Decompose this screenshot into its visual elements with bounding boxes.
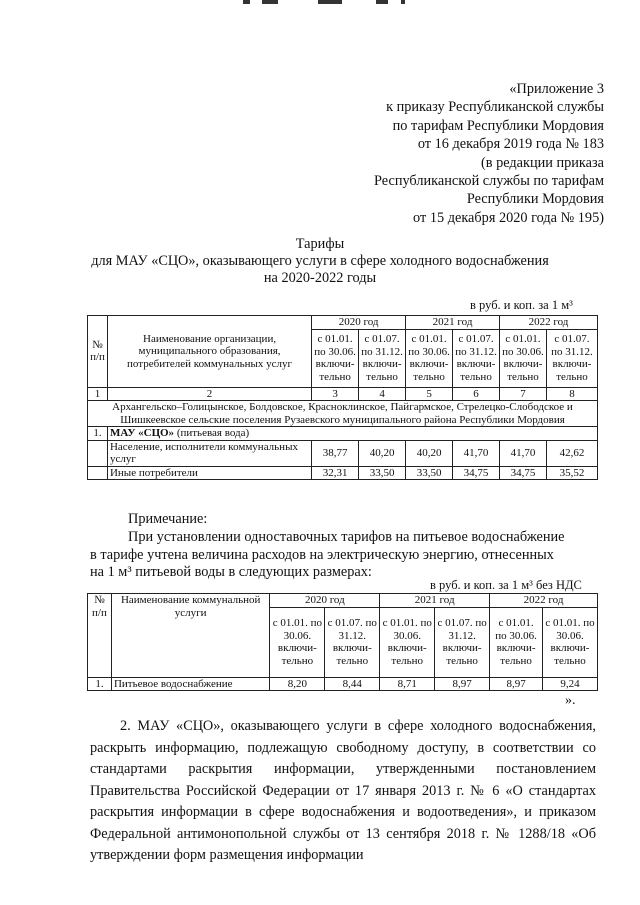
tariff-value: 38,77 [312,440,359,466]
tariff-value: 40,20 [406,440,453,466]
header-year: 2020 год [270,594,380,608]
scan-artifact [376,0,388,4]
tariff-value: 34,75 [453,466,500,480]
header-period: с 01.01. по 30.06. включи-тельно [543,607,598,677]
header-year: 2020 год [312,316,406,330]
header-name: Наименование организации, муниципального образования, потребителей коммунальных услуг [107,316,311,388]
annex-line: от 15 декабря 2020 года № 195) [413,209,604,226]
tariff-value: 41,70 [500,440,547,466]
org-number: 1. [88,427,108,441]
paragraph-2: 2. МАУ «СЦО», оказывающего услуги в сфере холодного водоснабжения, раскрыть информацию, подлежащую свободному доступу, в соответствии со стандартами раскрытия информации, утвержденными постановлением Правительства Российской Федерации от 17 января 2013 г. № 6 «О стандартах раскрытия информации в сфере водоснабжения и водоотведения», и приказом Федеральной антимонопольной службы от 13 сентября 2018 г. № 1288/18 «Об утверждении форм размещения информации [90,718,596,863]
column-number: 7 [500,387,547,401]
header-period: с 01.07. по 31.12. включи-тельно [453,329,500,387]
table2-units: в руб. и коп. за 1 м³ без НДС [430,578,582,592]
scan-artifact [318,0,342,4]
cost-value: 8,20 [270,677,325,691]
column-number: 2 [107,387,311,401]
column-number: 1 [88,387,108,401]
tariff-value: 40,20 [359,440,406,466]
note-text [90,529,600,582]
annex-line: от 16 декабря 2019 года № 183 [417,136,604,153]
header-period: с 01.01. по 30.06. включи-тельно [270,607,325,677]
header-period: с 01.07. по 31.12. включи-тельно [435,607,490,677]
tariff-value: 35,52 [546,466,597,480]
header-period: с 01.01. по 30.06. включи-тельно [500,329,547,387]
column-number: 3 [312,387,359,401]
header-period: с 01.01. по 30.06. включи-тельно [490,607,543,677]
cost-value: 8,71 [380,677,435,691]
header-period: с 01.01. по 30.06. включи-тельно [406,329,453,387]
org-service: (питьевая вода) [174,427,250,439]
scan-artifact [262,0,278,4]
header-year: 2021 год [380,594,490,608]
annex-header [374,80,604,227]
cost-value: 8,97 [435,677,490,691]
annex-line: Республиканской службы по тарифам [374,173,604,190]
column-number: 4 [359,387,406,401]
header-period: с 01.07. по 31.12. включи-тельно [325,607,380,677]
header-name: Наименование коммунальной услуги [111,594,269,678]
header-year: 2022 год [500,316,598,330]
column-number: 8 [546,387,597,401]
title-line: на 2020-2022 годы [263,270,377,286]
note-line: При установлении одноставочных тарифов на питьевое водоснабжение [128,529,565,545]
tariff-value: 41,70 [453,440,500,466]
electricity-table [87,593,598,691]
annex-line: к приказу Республиканской службы [386,99,604,116]
tariff-value: 34,75 [500,466,547,480]
tariff-value: 32,31 [312,466,359,480]
table-cell [88,440,108,466]
header-period: с 01.01. по 30.06. включи-тельно [312,329,359,387]
title-line: Тарифы [295,236,345,252]
annex-line: по тарифам Республики Мордовия [392,117,604,134]
header-year: 2021 год [406,316,500,330]
note-heading: Примечание: [128,511,208,527]
column-number: 5 [406,387,453,401]
header-num: № п/п [88,594,112,678]
header-period: с 01.07. по 31.12. включи-тельно [546,329,597,387]
cost-value: 9,24 [543,677,598,691]
annex-line: Республики Мордовия [466,191,604,208]
org-name: МАУ «СЦО» [109,427,175,439]
note-line: в тарифе учтена величина расходов на электрическую энергию, отнесенных [90,546,554,563]
tariff-table [87,315,598,480]
title-line: для МАУ «СЦО», оказывающего услуги в сфере холодного водоснабжения [91,253,549,269]
cost-value: 8,97 [490,677,543,691]
tariff-value: 33,50 [406,466,453,480]
table1-units: в руб. и коп. за 1 м³ [470,298,573,312]
scan-artifact [401,0,405,4]
tariff-value: 33,50 [359,466,406,480]
header-period: с 01.01. по 30.06. включи-тельно [380,607,435,677]
table-cell [88,466,108,480]
annex-line: (в редакции приказа [480,154,604,171]
org-cell [107,427,597,441]
column-number: 6 [453,387,500,401]
region-row: Архангельско–Голицынское, Болдовское, Красноклинское, Пайгармское, Стрелецко-Слободское и Шишкеевское сельские поселения Рузаевского муниципального района Республики Мордовия [88,401,598,427]
consumer-name: Население, исполнители коммунальных услуг [107,440,311,466]
row-number: 1. [88,677,112,691]
closing-quote: ». [565,693,576,708]
header-year: 2022 год [490,594,598,608]
document-title [0,236,640,287]
header-period: с 01.07. по 31.12. включи-тельно [359,329,406,387]
annex-line: «Приложение 3 [509,81,604,97]
scan-artifact [243,0,250,4]
cost-value: 8,44 [325,677,380,691]
tariff-value: 42,62 [546,440,597,466]
service-name: Питьевое водоснабжение [111,677,269,691]
note-line: на 1 м³ питьевой воды в следующих размерах: [90,564,372,580]
header-num: № п/п [88,316,108,388]
consumer-name: Иные потребители [107,466,311,480]
